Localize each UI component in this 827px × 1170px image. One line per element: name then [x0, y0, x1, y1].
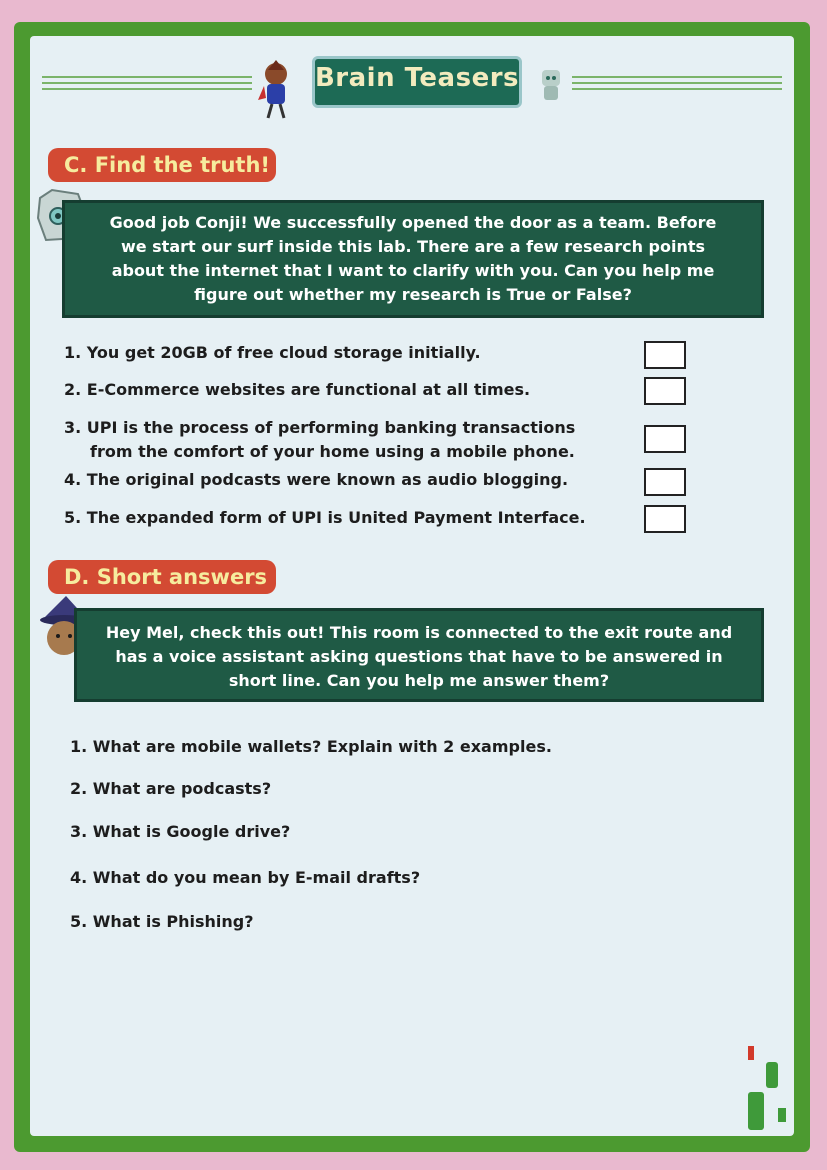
item-text: E-Commerce websites are functional at all times. [86, 380, 531, 399]
speech-line: has a voice assistant asking questions that have to be answered in [115, 647, 723, 666]
question-4: 4. What do you mean by E-mail drafts? [70, 868, 421, 887]
item-number: 4. [64, 470, 82, 489]
speech-line: Hey Mel, check this out! This room is connected to the exit route and [105, 623, 733, 642]
question-1: 1. What are mobile wallets? Explain with 2 examples. [70, 737, 552, 756]
section-d-heading: D. Short answers [48, 560, 276, 594]
tf-answer-box-3[interactable] [644, 425, 686, 453]
section-c-speech-bubble [62, 200, 764, 318]
item-number: 2. [64, 380, 82, 399]
speech-line: Good job Conji! We successfully opened the door as a team. Before [109, 213, 717, 232]
tf-item-1 [64, 341, 481, 365]
robot-character-icon [536, 66, 566, 106]
section-c-heading: C. Find the truth! [48, 148, 276, 182]
speech-line: we start our surf inside this lab. There are a few research points [120, 237, 706, 256]
tf-item-4 [64, 468, 568, 492]
question-5: 5. What is Phishing? [70, 912, 254, 931]
speech-line: short line. Can you help me answer them? [228, 671, 610, 690]
decorative-blocks-icon [742, 1044, 792, 1134]
speech-line: about the internet that I want to clarify with you. Can you help me [111, 261, 715, 280]
tf-item-3 [64, 416, 575, 464]
item-text: The expanded form of UPI is United Payment Interface. [86, 508, 586, 527]
title-rule-right [572, 72, 782, 96]
item-number: 5. [64, 508, 82, 527]
tf-item-5 [64, 506, 586, 530]
speech-line: figure out whether my research is True or False? [194, 285, 632, 304]
item-number: 3. [64, 418, 82, 437]
tf-answer-box-5[interactable] [644, 505, 686, 533]
item-text: UPI is the process of performing banking transactions [86, 418, 576, 437]
tf-answer-box-1[interactable] [644, 341, 686, 369]
page-title: Brain Teasers [314, 63, 520, 93]
item-number: 1. [64, 343, 82, 362]
item-text: The original podcasts were known as audio blogging. [86, 470, 569, 489]
tf-item-2 [64, 378, 530, 402]
tf-answer-box-4[interactable] [644, 468, 686, 496]
tf-answer-box-2[interactable] [644, 377, 686, 405]
question-2: 2. What are podcasts? [70, 779, 272, 798]
item-text-continued: from the comfort of your home using a mobile phone. [90, 442, 575, 461]
girl-character-icon [256, 58, 296, 120]
title-rule-left [42, 72, 252, 96]
question-3: 3. What is Google drive? [70, 822, 291, 841]
section-d-speech-bubble [74, 608, 764, 702]
item-text: You get 20GB of free cloud storage initially. [86, 343, 481, 362]
